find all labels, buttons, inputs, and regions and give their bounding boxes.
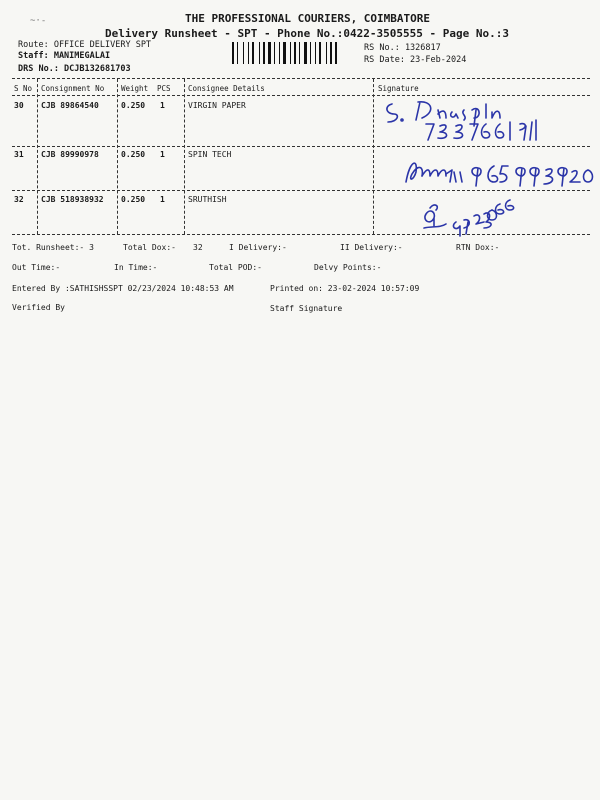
signature-row-1 xyxy=(380,96,540,144)
row-sno: 30 xyxy=(14,101,24,110)
company-title: THE PROFESSIONAL COURIERS, COIMBATORE xyxy=(185,12,431,25)
row-sno: 32 xyxy=(14,195,24,204)
col-header-weight: Weight xyxy=(121,84,149,93)
drs-number: DRS No.: DCJB132681703 xyxy=(18,64,131,74)
col-header-consignment: Consignment No xyxy=(41,84,105,93)
route-label: Route: OFFICE DELIVERY SPT xyxy=(18,40,152,50)
row-weight: 0.250 xyxy=(121,101,146,110)
col-header-pcs: PCS xyxy=(157,84,171,93)
tot-runsheet: Tot. Runsheet:- 3 xyxy=(12,243,94,252)
signature-row-2 xyxy=(404,152,594,192)
row-consignment: CJB 89990978 xyxy=(41,150,99,159)
row-consignee: SPIN TECH xyxy=(188,150,232,159)
col-header-consignee: Consignee Details xyxy=(188,84,265,93)
column-divider xyxy=(117,79,118,234)
staff-signature-label: Staff Signature xyxy=(270,304,343,313)
column-divider xyxy=(373,79,374,234)
rs-date: RS Date: 23-Feb-2024 xyxy=(364,55,467,65)
total-dox-label: Total Dox:- xyxy=(123,243,176,252)
barcode xyxy=(232,42,352,64)
rs-number: RS No.: 1326817 xyxy=(364,43,441,53)
staff-label: Staff: MANIMEGALAI xyxy=(18,51,111,61)
ii-delivery: II Delivery:- xyxy=(340,243,403,252)
row-divider xyxy=(12,146,590,147)
total-pod: Total POD:- xyxy=(209,263,262,272)
column-divider xyxy=(37,79,38,234)
entered-by: Entered By :SATHISHSSPT 02/23/2024 10:48:53 AM xyxy=(12,284,234,293)
col-header-signature: Signature xyxy=(378,84,419,93)
printed-on: Printed on: 23-02-2024 10:57:09 xyxy=(270,284,420,293)
row-pcs: 1 xyxy=(160,195,165,204)
row-pcs: 1 xyxy=(160,150,165,159)
col-header-sno: S No xyxy=(14,84,33,93)
column-divider xyxy=(184,79,185,234)
verified-by: Verified By xyxy=(12,303,65,312)
runsheet-subtitle: Delivery Runsheet - SPT - Phone No.:0422-3505555 - Page No.:3 xyxy=(105,27,509,40)
delvy-points: Delvy Points:- xyxy=(314,263,382,272)
row-weight: 0.250 xyxy=(121,150,146,159)
row-consignment: CJB 89864540 xyxy=(41,101,99,110)
total-dox-value: 32 xyxy=(193,243,203,252)
out-time: Out Time:- xyxy=(12,263,61,272)
in-time: In Time:- xyxy=(114,263,158,272)
row-consignment: CJB 518938932 xyxy=(41,195,104,204)
row-pcs: 1 xyxy=(160,101,165,110)
row-consignee: VIRGIN PAPER xyxy=(188,101,246,110)
row-sno: 31 xyxy=(14,150,24,159)
signature-row-3 xyxy=(420,196,520,240)
pen-scribble-mark: ~·- xyxy=(30,16,47,26)
i-delivery: I Delivery:- xyxy=(229,243,287,252)
table-top-rule xyxy=(12,78,590,79)
row-weight: 0.250 xyxy=(121,195,146,204)
row-consignee: SRUTHISH xyxy=(188,195,227,204)
rtn-dox: RTN Dox:- xyxy=(456,243,500,252)
